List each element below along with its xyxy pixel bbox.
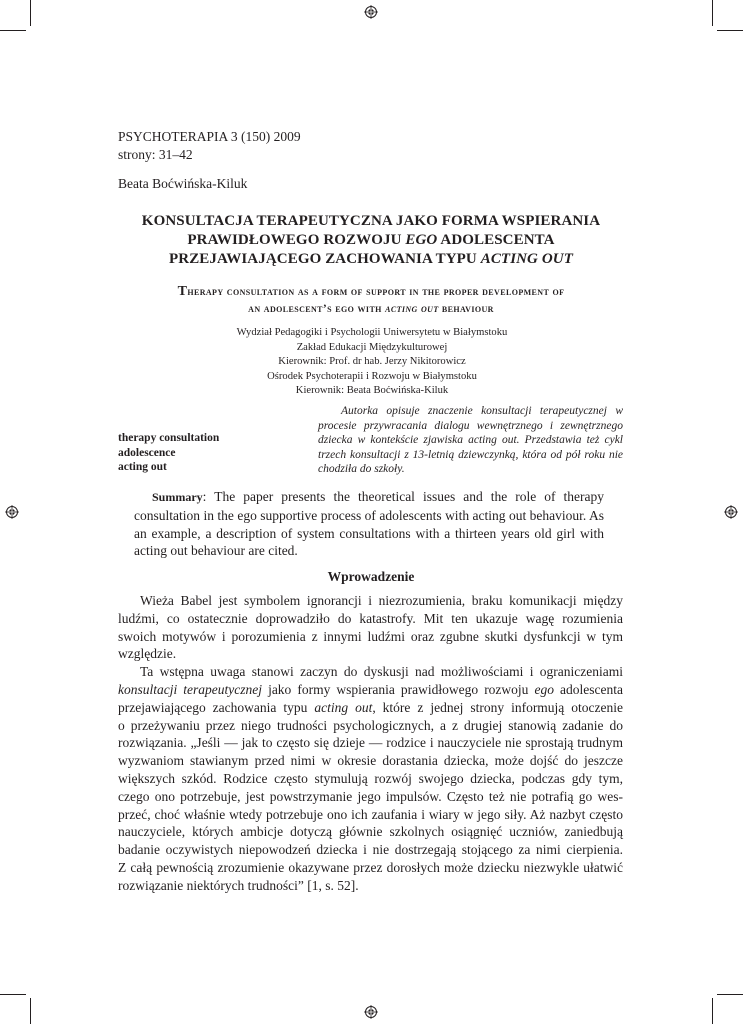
body-line: badanie oczywistych niepowodzeń dziecka i nie dostrzegają stojącego za nimi cierpienia. [118,842,623,858]
body-line: względzie. [118,646,177,662]
title-pl-acting-out: ACTING OUT [480,251,573,267]
body-fragment: przejawiającego zachowania typu [118,699,315,715]
affiliation-line: Wydział Pedagogiki i Psychologii Uniwersytetu w Białymstoku [236,327,508,338]
registration-mark-right-icon [724,505,738,519]
body-line: większych szkód. Rodzice często stymulują rozwój swojego dziecka, podczas gdy tym, [118,770,623,786]
title-pl-line-2 [100,231,642,250]
body-line: Ta wstępna uwaga stanowi zaczyn do dyskusji nad możliwościami i ograniczeniami [140,664,623,680]
body-fragment: , które z jednej strony informują otoczenie [372,699,624,715]
abstract-pl: Autorka opisuje znaczenie konsultacji terapeutycznej w procesie przywracania dialogu wewnętrznego i zewnętrznego dziecka w kontekście zjawiska acting out. Przedstawia też cykl trzech konsultacji z 13-letnią dziewczynką, która od pół roku nie chodziła do szkoły. [318,405,623,476]
body-line: swoich motywów i porozumienia z innymi ludźmi oraz zgubne skutki dysfunkcji w tym [118,628,623,644]
crop-mark-bottom-left-h [0,994,26,995]
title-pl-line-3 [100,250,642,269]
title-pl-line-2-b: ADOLESCENTA [437,232,555,248]
affiliation-block [190,326,554,399]
keyword: acting out [118,461,167,473]
body-line: o przeżywaniu przez niego trudności psychologicznych, a z drugiej stanowią zadanie do [118,717,623,733]
journal-header [118,128,301,164]
affiliation-line: Kierownik: Beata Boćwińska-Kiluk [295,385,449,397]
summary-text: : The paper presents the theoretical issues and the role of therapy consultation in the ego supportive process of adolescents with acting out behaviour. As an example, a description of system consultations with a thirteen years old girl with acting out behaviour are cited. [134,489,604,559]
body-line [118,699,623,717]
keyword: adolescence [118,446,176,459]
term-ego: ego [534,681,554,697]
registration-mark-left-icon [5,505,19,519]
crop-mark-top-right [712,0,713,26]
body-line: nauczyciele, których ambicje dotyczą głównie szkolnych osiągnięć uczniów, zaniedbują [118,824,623,840]
body-line: wyzwaniom stawianym przed nimi w okresie dorastania dziecka, może dojść do jeszcze [118,753,623,769]
title-pl-line-1: KONSULTACJA TERAPEUTYCZNA JAKO FORMA WSPIERANIA [141,213,601,229]
body-line: czego ono potrzebuje, jest powstrzymanie jego impulsów. Często też nie potrafią go wes- [118,788,623,804]
title-en-line-2-a: an adolescent [248,303,323,315]
body-line: Z całą pewnością zrozumienie okazywane przez dorosłych może dziecku niezwykle ułatwić [118,859,623,875]
title-en-initial: T [177,284,188,299]
page-range: strony: 31–42 [118,147,193,162]
body-fragment: jako formy wspierania prawidłowego rozwoju [262,681,535,697]
crop-mark-bottom-left [30,998,31,1024]
crop-mark-top-left [30,0,31,26]
title-en-line-2 [100,301,642,318]
crop-mark-top-right-h [717,30,743,31]
body-fragment: adolescenta [553,681,623,697]
title-en-line-2-b: s ego with [327,303,386,315]
title-pl-line-2-a: PRAWIDŁOWEGO ROZWOJU [187,232,406,248]
affiliation-line: Zakład Edukacji Międzykulturowej [296,341,448,353]
title-pl-ego: EGO [405,232,438,248]
body-text [118,592,623,895]
article-title-pl [100,212,642,269]
summary [134,488,604,560]
title-en-apostrophe: ’ [322,303,328,315]
body-line [118,681,623,699]
author-name: Beata Boćwińska-Kiluk [118,176,248,191]
term-acting-out: acting out [314,699,373,715]
journal-issue: PSYCHOTERAPIA 3 (150) 2009 [118,129,301,144]
crop-mark-top-left-h [0,30,26,31]
crop-mark-bottom-right [712,998,713,1024]
body-line: ludźmi, co ostatecznie doprowadziło do katastrofy. Mit ten ukazuje wagę rozumienia [118,610,623,626]
keywords [118,431,219,475]
summary-indent [134,489,152,504]
crop-mark-bottom-right-h [717,994,743,995]
keyword: therapy consultation [118,432,220,444]
article-title-en [100,283,642,318]
title-pl-line-3-a: PRZEJAWIAJĄCEGO ZACHOWANIA TYPU [169,251,481,267]
registration-mark-bottom-icon [364,1005,378,1019]
title-en-line-2-c: behaviour [438,303,494,315]
body-line: rozwiązania. „Jeśli — jak to często się dzieje — rodzice i nauczyciele nie sprostają trudnym [118,735,623,751]
affiliation-line: Ośrodek Psychoterapii i Rozwoju w Białymstoku [267,370,477,382]
section-heading: Wprowadzenie [327,569,415,584]
term-konsultacji: konsultacji terapeutycznej [118,681,263,697]
summary-label: Summary [152,490,203,504]
affiliation-line: Kierownik: Prof. dr hab. Jerzy Nikitorowicz [278,356,466,368]
title-en-line-1 [100,283,642,301]
body-line: przeć, choć właśnie wtedy potrzebuje ono ich zaufania i wiary w jego siły. Aż nazbyt często [118,806,623,822]
title-en-acting-out: acting out [385,303,439,315]
registration-mark-top-icon [364,5,378,19]
title-en-line-1-text: herapy consultation as a form of support in the proper development of [187,286,565,298]
body-line: Wieża Babel jest symbolem ignorancji i niezrozumienia, braku komunikacji między [140,593,623,608]
body-line: rozwiązanie niektórych trudności” [1, s. 52]. [118,877,359,893]
